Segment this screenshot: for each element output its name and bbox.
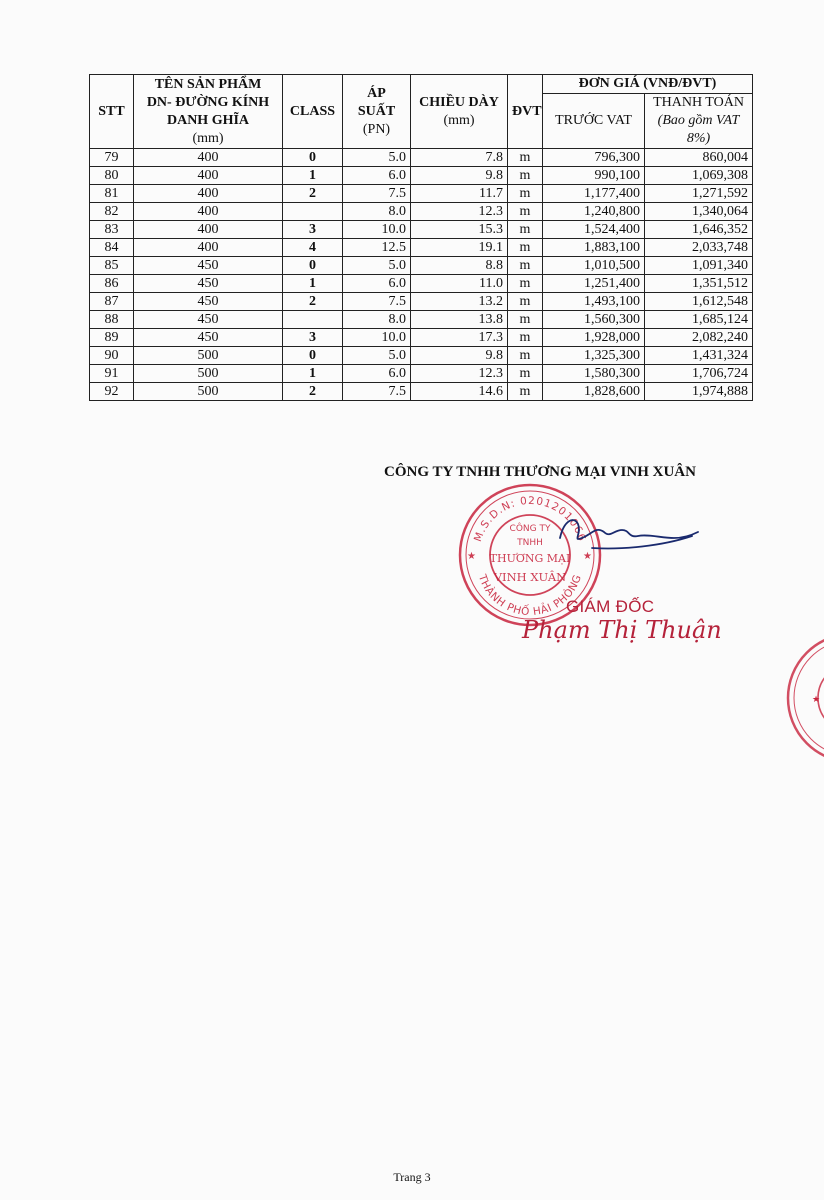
cell-before-vat: 1,251,400 xyxy=(543,275,645,293)
cell-stt: 86 xyxy=(90,275,134,293)
cell-unit: m xyxy=(508,275,543,293)
cell-class: 3 xyxy=(283,329,343,347)
cell-stt: 80 xyxy=(90,167,134,185)
cell-dn: 500 xyxy=(134,365,283,383)
seal-outer-bottom-text: THÀNH PHỐ HẢI PHÒNG xyxy=(475,572,585,619)
header-product-unit: (mm) xyxy=(192,130,224,146)
cell-payment: 1,431,324 xyxy=(645,347,753,365)
cell-pn: 8.0 xyxy=(343,203,411,221)
company-name: CÔNG TY TNHH THƯƠNG MẠI VINH XUÂN xyxy=(384,464,696,480)
seal-line3: THƯƠNG MẠI xyxy=(489,552,571,565)
cell-payment: 1,612,548 xyxy=(645,293,753,311)
cell-thickness: 13.2 xyxy=(411,293,508,311)
cell-before-vat: 1,010,500 xyxy=(543,257,645,275)
cell-class: 1 xyxy=(283,275,343,293)
table-row xyxy=(90,383,753,401)
cell-dn: 400 xyxy=(134,221,283,239)
cell-before-vat: 1,828,600 xyxy=(543,383,645,401)
cell-before-vat: 1,883,100 xyxy=(543,239,645,257)
cell-pn: 7.5 xyxy=(343,383,411,401)
table-body xyxy=(90,149,753,401)
cell-stt: 81 xyxy=(90,185,134,203)
cell-stt: 89 xyxy=(90,329,134,347)
cell-pn: 6.0 xyxy=(343,365,411,383)
header-pressure-line1: ÁP xyxy=(367,85,386,101)
table-row xyxy=(90,257,753,275)
cell-before-vat: 1,493,100 xyxy=(543,293,645,311)
cell-unit: m xyxy=(508,329,543,347)
table-header-row xyxy=(90,75,753,94)
cell-class: 2 xyxy=(283,293,343,311)
header-payment xyxy=(645,94,753,149)
cell-before-vat: 1,580,300 xyxy=(543,365,645,383)
cell-unit: m xyxy=(508,257,543,275)
cell-class: 1 xyxy=(283,167,343,185)
cell-class: 3 xyxy=(283,221,343,239)
header-product-line3: DANH GHĨA xyxy=(166,112,250,128)
cell-pn: 7.5 xyxy=(343,185,411,203)
cell-before-vat: 1,177,400 xyxy=(543,185,645,203)
table-row xyxy=(90,365,753,383)
cell-thickness: 12.3 xyxy=(411,203,508,221)
cell-pn: 5.0 xyxy=(343,149,411,167)
cell-payment: 2,033,748 xyxy=(645,239,753,257)
handwritten-signature xyxy=(552,508,702,558)
table-row xyxy=(90,347,753,365)
cell-unit: m xyxy=(508,293,543,311)
cell-pn: 10.0 xyxy=(343,221,411,239)
table-row xyxy=(90,185,753,203)
cell-before-vat: 1,524,400 xyxy=(543,221,645,239)
cell-stt: 88 xyxy=(90,311,134,329)
cell-before-vat: 1,240,800 xyxy=(543,203,645,221)
cell-stt: 82 xyxy=(90,203,134,221)
cell-thickness: 14.6 xyxy=(411,383,508,401)
cell-thickness: 9.8 xyxy=(411,167,508,185)
cell-payment: 2,082,240 xyxy=(645,329,753,347)
table-row xyxy=(90,239,753,257)
cell-pn: 8.0 xyxy=(343,311,411,329)
cell-thickness: 19.1 xyxy=(411,239,508,257)
cell-before-vat: 1,928,000 xyxy=(543,329,645,347)
cell-stt: 92 xyxy=(90,383,134,401)
cell-before-vat: 990,100 xyxy=(543,167,645,185)
cell-stt: 84 xyxy=(90,239,134,257)
header-product-line2: DN- ĐƯỜNG KÍNH xyxy=(146,94,270,110)
cell-dn: 400 xyxy=(134,185,283,203)
cell-thickness: 12.3 xyxy=(411,365,508,383)
cell-dn: 400 xyxy=(134,239,283,257)
cell-pn: 6.0 xyxy=(343,275,411,293)
header-thickness xyxy=(411,75,508,149)
cell-unit: m xyxy=(508,149,543,167)
seal-line2: TNHH xyxy=(517,538,543,548)
cell-class: 4 xyxy=(283,239,343,257)
header-product-line1: TÊN SẢN PHẨM xyxy=(154,76,262,92)
cell-dn: 500 xyxy=(134,383,283,401)
table-row xyxy=(90,149,753,167)
cell-payment: 1,069,308 xyxy=(645,167,753,185)
cell-dn: 400 xyxy=(134,203,283,221)
header-pressure-line2: SUẤT xyxy=(357,103,396,119)
cell-pn: 5.0 xyxy=(343,347,411,365)
cell-pn: 10.0 xyxy=(343,329,411,347)
partial-seal-star-icon: ★ xyxy=(812,695,821,705)
table-row xyxy=(90,293,753,311)
table-row xyxy=(90,329,753,347)
header-pressure-unit: (PN) xyxy=(362,121,391,137)
cell-thickness: 13.8 xyxy=(411,311,508,329)
cell-unit: m xyxy=(508,347,543,365)
cell-unit: m xyxy=(508,383,543,401)
cell-dn: 450 xyxy=(134,329,283,347)
header-thickness-unit: (mm) xyxy=(443,112,475,128)
cell-payment: 1,091,340 xyxy=(645,257,753,275)
header-class: CLASS xyxy=(283,75,343,149)
cell-class: 0 xyxy=(283,347,343,365)
cell-payment: 1,646,352 xyxy=(645,221,753,239)
cell-dn: 450 xyxy=(134,257,283,275)
cell-dn: 400 xyxy=(134,149,283,167)
cell-unit: m xyxy=(508,311,543,329)
header-payment-note-line2: 8%) xyxy=(686,131,711,146)
cell-thickness: 15.3 xyxy=(411,221,508,239)
cell-dn: 450 xyxy=(134,311,283,329)
cell-dn: 450 xyxy=(134,293,283,311)
table-row xyxy=(90,203,753,221)
cell-stt: 90 xyxy=(90,347,134,365)
cell-thickness: 11.0 xyxy=(411,275,508,293)
cell-dn: 400 xyxy=(134,167,283,185)
cell-before-vat: 1,560,300 xyxy=(543,311,645,329)
cell-pn: 6.0 xyxy=(343,167,411,185)
table-row xyxy=(90,221,753,239)
header-product xyxy=(134,75,283,149)
cell-payment: 1,685,124 xyxy=(645,311,753,329)
header-unit: ĐVT xyxy=(508,75,543,149)
cell-payment: 860,004 xyxy=(645,149,753,167)
cell-class: 0 xyxy=(283,149,343,167)
page-number: Trang 3 xyxy=(393,1170,431,1184)
cell-unit: m xyxy=(508,239,543,257)
cell-thickness: 17.3 xyxy=(411,329,508,347)
cell-dn: 500 xyxy=(134,347,283,365)
cell-class xyxy=(283,203,343,221)
header-before-vat: TRƯỚC VAT xyxy=(543,94,645,149)
cell-class: 2 xyxy=(283,383,343,401)
header-price-group: ĐƠN GIÁ (VNĐ/ĐVT) xyxy=(543,75,753,94)
seal-line4: VINH XUÂN xyxy=(493,570,567,584)
cell-payment: 1,974,888 xyxy=(645,383,753,401)
cell-pn: 7.5 xyxy=(343,293,411,311)
cell-pn: 12.5 xyxy=(343,239,411,257)
cell-unit: m xyxy=(508,167,543,185)
cell-stt: 91 xyxy=(90,365,134,383)
cell-payment: 1,271,592 xyxy=(645,185,753,203)
partial-seal-edge xyxy=(782,630,824,765)
price-table xyxy=(89,74,753,401)
cell-thickness: 11.7 xyxy=(411,185,508,203)
cell-payment: 1,340,064 xyxy=(645,203,753,221)
cell-dn: 450 xyxy=(134,275,283,293)
cell-before-vat: 796,300 xyxy=(543,149,645,167)
cell-thickness: 8.8 xyxy=(411,257,508,275)
cell-stt: 79 xyxy=(90,149,134,167)
cell-unit: m xyxy=(508,365,543,383)
cell-class: 1 xyxy=(283,365,343,383)
cell-stt: 87 xyxy=(90,293,134,311)
cell-pn: 5.0 xyxy=(343,257,411,275)
cell-stt: 85 xyxy=(90,257,134,275)
cell-stt: 83 xyxy=(90,221,134,239)
header-thickness-label: CHIỀU DÀY xyxy=(419,94,499,110)
signatory-name: Phạm Thị Thuận xyxy=(522,616,722,644)
seal-star-right-icon: ★ xyxy=(583,551,592,562)
table-row xyxy=(90,311,753,329)
seal-star-left-icon: ★ xyxy=(467,551,476,562)
cell-before-vat: 1,325,300 xyxy=(543,347,645,365)
header-stt: STT xyxy=(90,75,134,149)
header-payment-label: THANH TOÁN xyxy=(653,95,744,110)
cell-payment: 1,351,512 xyxy=(645,275,753,293)
cell-payment: 1,706,724 xyxy=(645,365,753,383)
cell-unit: m xyxy=(508,203,543,221)
cell-class: 0 xyxy=(283,257,343,275)
cell-thickness: 7.8 xyxy=(411,149,508,167)
header-pressure xyxy=(343,75,411,149)
cell-class xyxy=(283,311,343,329)
header-payment-note-line1: (Bao gồm VAT xyxy=(657,113,740,128)
cell-unit: m xyxy=(508,185,543,203)
table-row xyxy=(90,167,753,185)
cell-unit: m xyxy=(508,221,543,239)
cell-class: 2 xyxy=(283,185,343,203)
seal-line1: CÔNG TY xyxy=(509,524,551,534)
signatory-title: GIÁM ĐỐC xyxy=(566,597,655,616)
seal-outer-top-text: M.S.D.N: 0201201066 xyxy=(471,494,589,544)
cell-thickness: 9.8 xyxy=(411,347,508,365)
table-row xyxy=(90,275,753,293)
